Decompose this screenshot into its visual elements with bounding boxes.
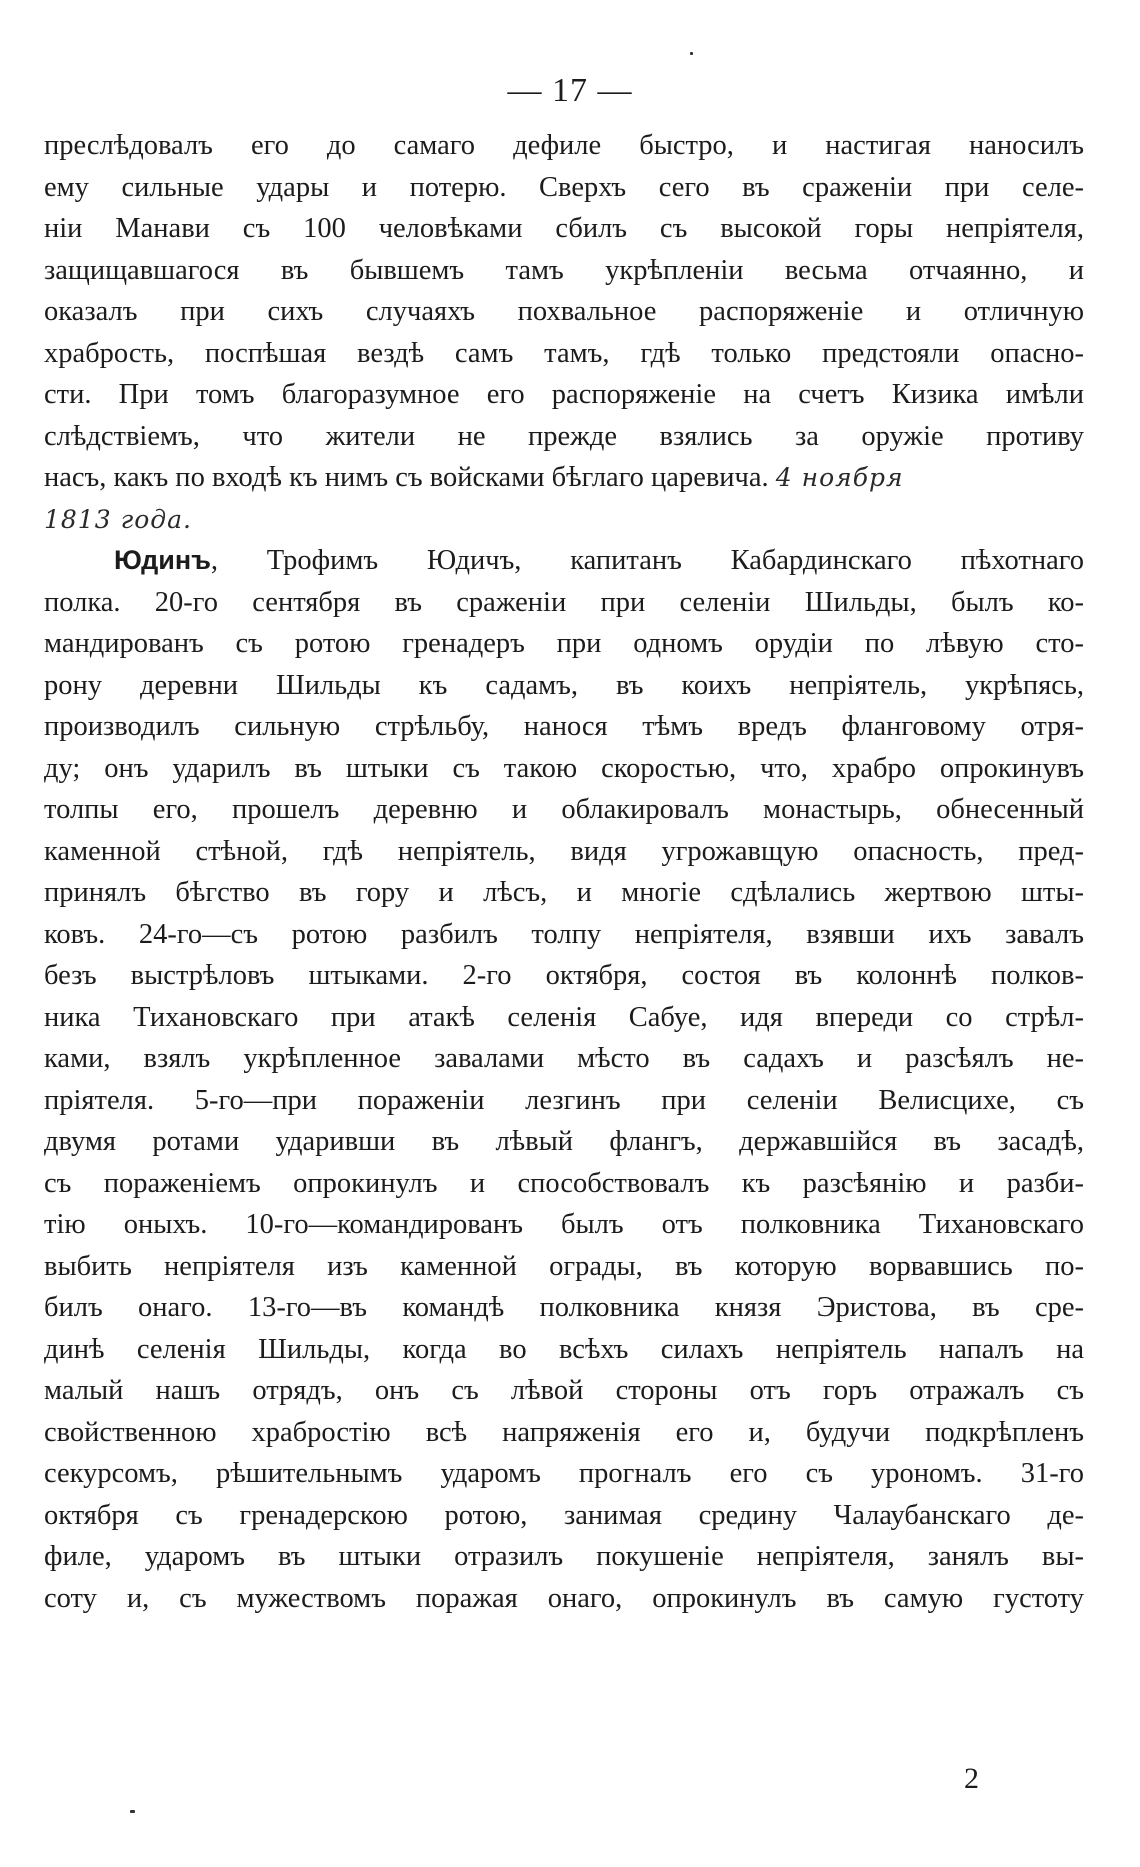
text-line: филе, ударомъ въ штыки отразилъ покушеніе непріятеля, занялъ вы-	[44, 1541, 1084, 1572]
text-line: динѣ селенія Шильды, когда во всѣхъ силахъ непріятель напалъ на	[44, 1333, 1084, 1365]
text-line: слѣдствіемъ, что жители не прежде взялись за оружіе противу	[44, 420, 1084, 452]
text-line: толпы его, прошелъ деревню и облакировалъ монастырь, обнесенный	[44, 794, 1084, 825]
text-line: билъ онаго. 13-го—въ командѣ полковника князя Эристова, въ сре-	[44, 1292, 1084, 1323]
entry-continuation	[44, 125, 1084, 540]
sheet-signature-mark: 2	[964, 1762, 979, 1795]
text-line: съ пораженіемъ опрокинулъ и способствовалъ къ разсѣянію и разби-	[44, 1167, 1084, 1199]
text-line: ду; онъ ударилъ въ штыки съ такою скоростью, что, храбро опрокинувъ	[44, 752, 1084, 784]
text-line: преслѣдовалъ его до самаго дефиле быстро, и настигая наносилъ	[44, 130, 1084, 161]
text-line: ніи Манави съ 100 человѣками сбилъ съ высокой горы непріятеля,	[44, 213, 1084, 244]
text-line: секурсомъ, рѣшительнымъ ударомъ прогналъ его съ урономъ. 31-го	[44, 1458, 1084, 1489]
text-fragment: насъ, какъ по входѣ къ нимъ съ войсками бѣглаго царевича.	[44, 462, 769, 493]
text-line	[44, 457, 1084, 499]
text-line: безъ выстрѣловъ штыками. 2-го октября, состоя въ колоннѣ полков-	[44, 960, 1084, 991]
text-line: полка. 20-го сентября въ сраженіи при селеніи Шильды, былъ ко-	[44, 586, 1084, 618]
text-line: ками, взялъ укрѣпленное завалами мѣсто въ садахъ и разсѣялъ не-	[44, 1043, 1084, 1074]
text-line: октября съ гренадерскою ротою, занимая средину Чалаубанскаго де-	[44, 1499, 1084, 1531]
entry-heading-line	[44, 540, 1084, 582]
text-line: соту и, съ мужествомъ поражая онаго, опрокинулъ въ самую густоту	[44, 1582, 1084, 1614]
text-fragment: , Трофимъ Юдичъ, капитанъ Кабардинскаго пѣхотнаго	[210, 545, 1084, 576]
entry-yudin	[44, 540, 1084, 1619]
handwritten-year-annotation: 1813 года.	[44, 504, 192, 534]
text-line: ковъ. 24-го—съ ротою разбилъ толпу непріятеля, взявши ихъ завалъ	[44, 918, 1084, 950]
text-line: рону деревни Шильды къ садамъ, въ коихъ непріятель, укрѣпясь,	[44, 669, 1084, 701]
text-line: производилъ сильную стрѣльбу, нанося тѣмъ вредъ фланговому отря-	[44, 711, 1084, 742]
page-number: — 17 —	[507, 72, 633, 109]
text-line: каменной стѣной, гдѣ непріятель, видя угрожавщую опасность, пред-	[44, 835, 1084, 867]
text-line	[44, 499, 1084, 541]
entry-name: Юдинъ	[114, 545, 211, 575]
text-line: ему сильные удары и потерю. Сверхъ сего въ сраженіи при селе-	[44, 171, 1084, 203]
text-line: храбрость, поспѣшая вездѣ самъ тамъ, гдѣ только предстояли опасно-	[44, 337, 1084, 369]
text-line: ника Тихановскаго при атакѣ селенія Сабуе, идя впереди со стрѣл-	[44, 1001, 1084, 1033]
text-line: двумя ротами ударивши въ лѣвый флангъ, державшійся въ засадѣ,	[44, 1126, 1084, 1157]
handwritten-date-annotation: 4 ноября	[775, 463, 904, 492]
text-line: малый нашъ отрядъ, онъ съ лѣвой стороны отъ горъ отражалъ съ	[44, 1375, 1084, 1406]
text-line: принялъ бѣгство въ гору и лѣсъ, и многіе сдѣлались жертвою шты-	[44, 877, 1084, 908]
text-line: оказалъ при сихъ случаяхъ похвальное распоряженіе и отличную	[44, 296, 1084, 327]
text-line: сти. При томъ благоразумное его распоряженіе на счетъ Кизика имѣли	[44, 379, 1084, 410]
text-line: защищавшагося въ бывшемъ тамъ укрѣпленіи весьма отчаянно, и	[44, 254, 1084, 286]
paper-speck	[690, 52, 693, 55]
text-line: свойственною храбростію всѣ напряженія его и, будучи подкрѣпленъ	[44, 1416, 1084, 1448]
text-line: мандированъ съ ротою гренадеръ при одномъ орудіи по лѣвую сто-	[44, 628, 1084, 659]
text-line: пріятеля. 5-го—при пораженіи лезгинъ при селеніи Велисцихе, съ	[44, 1084, 1084, 1116]
paper-speck	[130, 1810, 135, 1813]
text-line: выбить непріятеля изъ каменной ограды, въ которую ворвавшись по-	[44, 1250, 1084, 1282]
text-line: тію оныхъ. 10-го—командированъ былъ отъ полковника Тихановскаго	[44, 1209, 1084, 1240]
